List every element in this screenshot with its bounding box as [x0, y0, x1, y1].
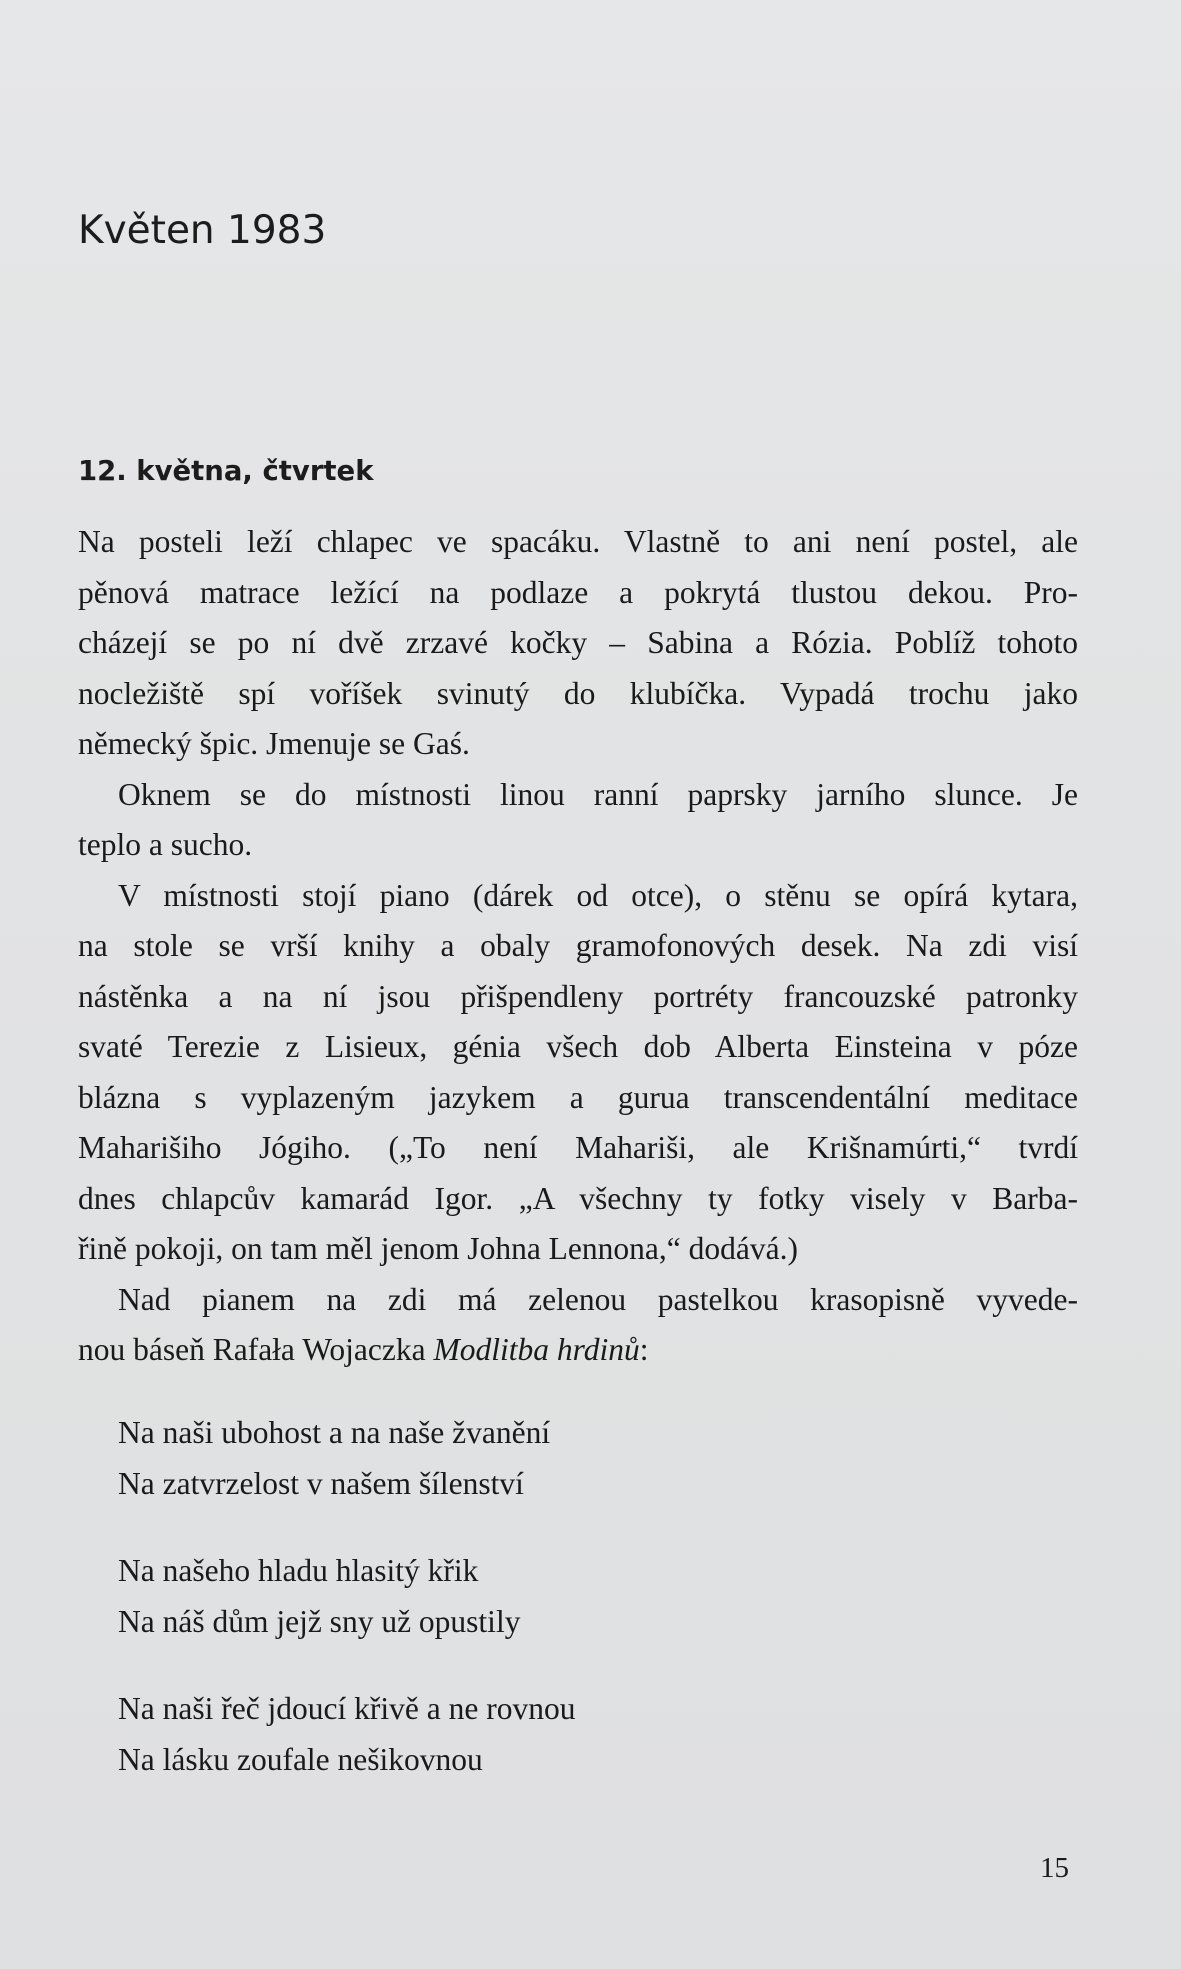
paragraph-1	[78, 517, 1078, 770]
text-line: dnes chlapcův kamarád Igor. „A všechny ty fotky visely v Barba-	[78, 1180, 1078, 1216]
poem-line: Na náš dům jejž sny už opustily	[118, 1603, 521, 1639]
text-line: na stole se vrší knihy a obaly gramofonových desek. Na zdi visí	[78, 928, 1078, 963]
text-line-plain: nou báseň Rafała Wojaczka	[78, 1332, 434, 1367]
text-line: pěnová matrace ležící na podlaze a pokrytá tlustou dekou. Pro-	[78, 574, 1078, 610]
body-text	[78, 517, 1078, 1376]
poem	[118, 1408, 575, 1822]
paragraph-4	[78, 1275, 1078, 1376]
poem-stanza	[118, 1684, 575, 1785]
poem-line: Na zatvrzelost v našem šílenství	[118, 1465, 524, 1501]
chapter-title: Květen 1983	[78, 208, 327, 253]
text-line: Maharišiho Jógiho. („To není Mahariši, ale Krišnamúrti,“ tvrdí	[78, 1130, 1078, 1165]
text-line-end: :	[639, 1332, 649, 1367]
poem-stanza	[118, 1408, 575, 1509]
text-line: V místnosti stojí piano (dárek od otce), o stěnu se opírá kytara,	[118, 877, 1078, 913]
text-line: Oknem se do místnosti linou ranní paprsky jarního slunce. Je	[118, 776, 1078, 812]
text-line: Nad pianem na zdi má zelenou pastelkou krasopisně vyvede-	[118, 1281, 1078, 1317]
text-line: teplo a sucho.	[78, 827, 253, 862]
text-line: nocležiště spí voříšek svinutý do klubíčka. Vypadá trochu jako	[78, 675, 1078, 711]
date-heading: 12. května, čtvrtek	[78, 455, 374, 487]
text-line: svaté Terezie z Lisieux, génia všech dob Alberta Einsteina v póze	[78, 1029, 1078, 1064]
poem-stanza	[118, 1546, 575, 1647]
text-line: cházejí se po ní dvě zrzavé kočky – Sabina a Rózia. Poblíž tohoto	[78, 625, 1078, 660]
paragraph-2	[78, 770, 1078, 871]
poem-line: Na našeho hladu hlasitý křik	[118, 1553, 479, 1588]
text-line: nástěnka a na ní jsou přišpendleny portréty francouzské patronky	[78, 978, 1078, 1014]
text-line	[78, 1325, 1078, 1376]
poem-line: Na naši řeč jdoucí křivě a ne rovnou	[118, 1691, 576, 1726]
text-line: Na posteli leží chlapec ve spacáku. Vlastně to ani není postel, ale	[78, 524, 1078, 559]
poem-line: Na lásku zoufale nešikovnou	[118, 1741, 483, 1777]
paragraph-3	[78, 871, 1078, 1275]
text-line: řině pokoji, on tam měl jenom Johna Lennona,“ dodává.)	[78, 1231, 798, 1266]
page-number: 15	[1040, 1852, 1069, 1884]
text-line: německý špic. Jmenuje se Gaś.	[78, 726, 470, 761]
poem-line: Na naši ubohost a na naše žvanění	[118, 1415, 551, 1450]
poem-title: Modlitba hrdinů	[433, 1332, 640, 1367]
text-line: blázna s vyplazeným jazykem a gurua transcendentální meditace	[78, 1079, 1078, 1115]
